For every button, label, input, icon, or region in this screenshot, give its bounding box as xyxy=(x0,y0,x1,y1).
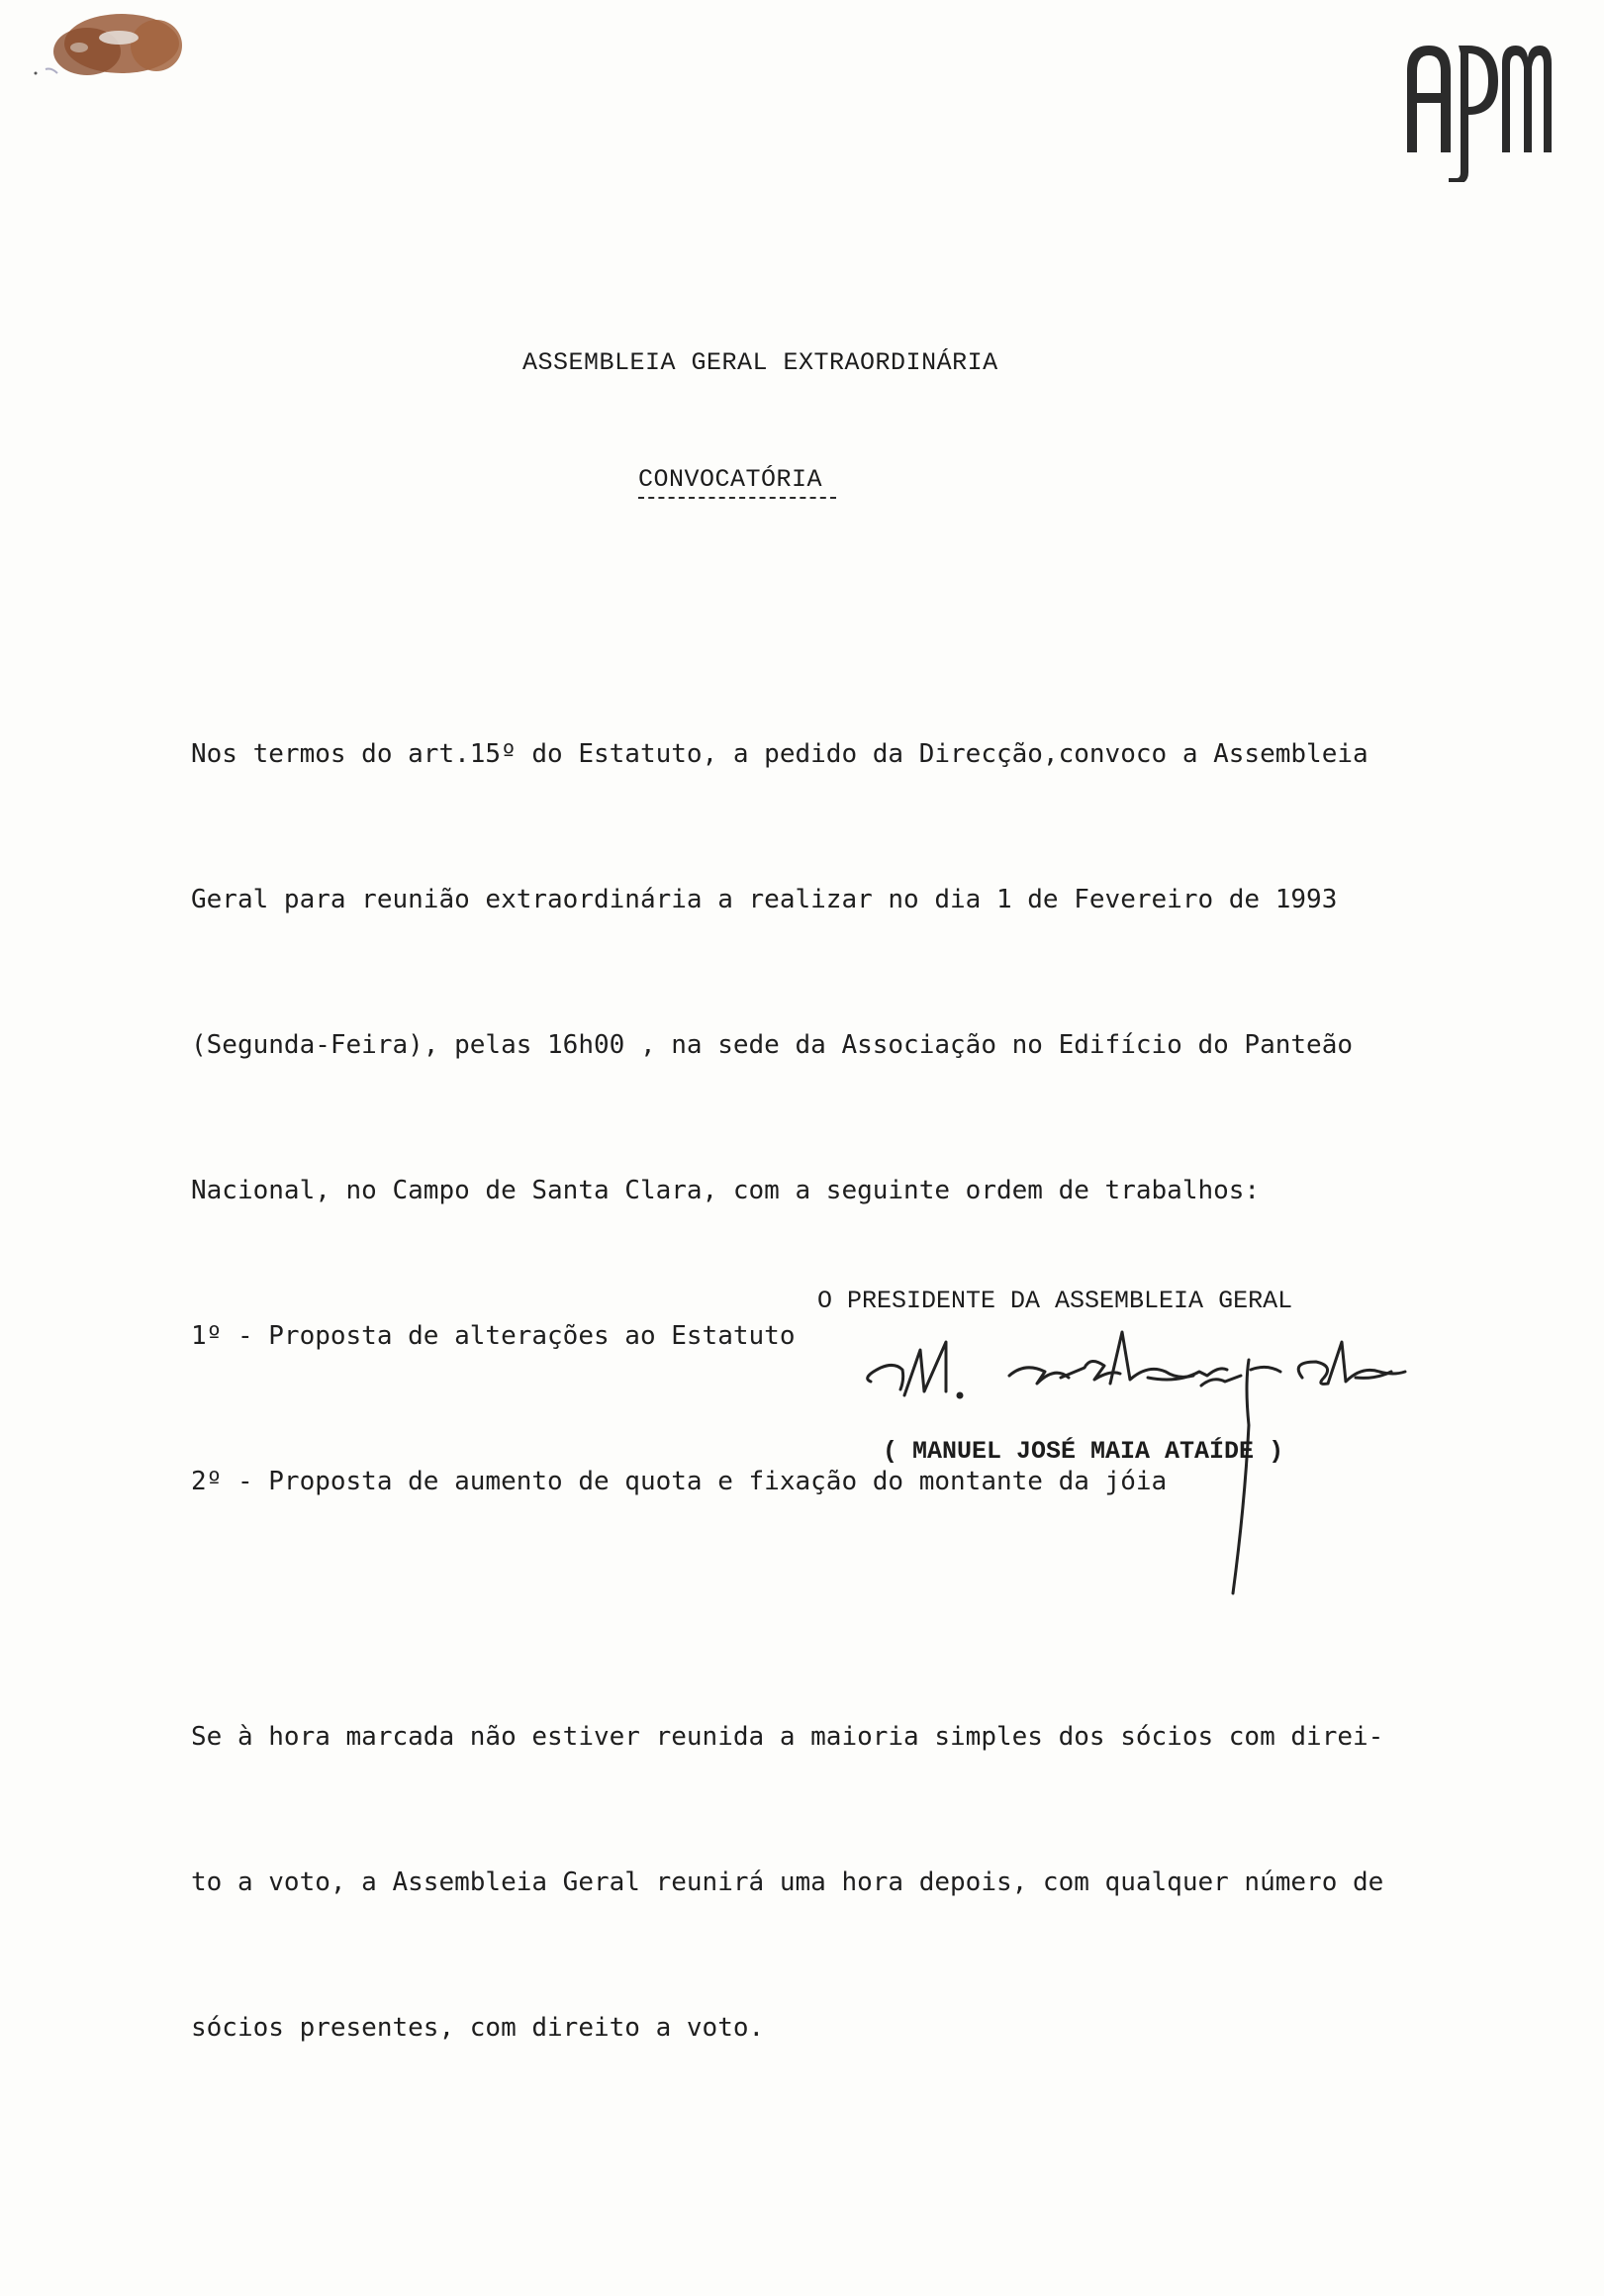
document-subtitle: CONVOCATÓRIA xyxy=(638,465,823,494)
agenda-item-2: 2º - Proposta de aumento de quota e fixação do montante da jóia xyxy=(191,1467,1168,1496)
signatory-role: O PRESIDENTE DA ASSEMBLEIA GERAL xyxy=(817,1287,1293,1315)
paragraph-gap xyxy=(191,1603,1477,1616)
body-line: Nacional, no Campo de Santa Clara, com a seguinte ordem de trabalhos: xyxy=(191,1176,1261,1205)
subtitle-underline xyxy=(638,497,836,499)
body-line: Nos termos do art.15º do Estatuto, a pedido da Direcção,convoco a Assembleia xyxy=(191,739,1368,769)
closing-line: sócios presentes, com direito a voto. xyxy=(191,2013,765,2043)
stain-mark-icon xyxy=(28,8,186,87)
association-logo-icon xyxy=(1403,24,1552,182)
body-line: Geral para reunião extraordinária a realizar no dia 1 de Fevereiro de 1993 xyxy=(191,885,1338,914)
body-line: (Segunda-Feira), pelas 16h00 , na sede da Associação no Edifício do Panteão xyxy=(191,1030,1353,1060)
closing-line: Se à hora marcada não estiver reunida a maioria simples dos sócios com direi- xyxy=(191,1722,1384,1752)
document-title: ASSEMBLEIA GERAL EXTRAORDINÁRIA xyxy=(522,348,998,377)
closing-line: to a voto, a Assembleia Geral reunirá uma hora depois, com qualquer número de xyxy=(191,1867,1384,1897)
agenda-item-1: 1º - Proposta de alterações ao Estatuto xyxy=(191,1321,796,1351)
signatory-name: ( MANUEL JOSÉ MAIA ATAÍDE ) xyxy=(883,1437,1284,1466)
